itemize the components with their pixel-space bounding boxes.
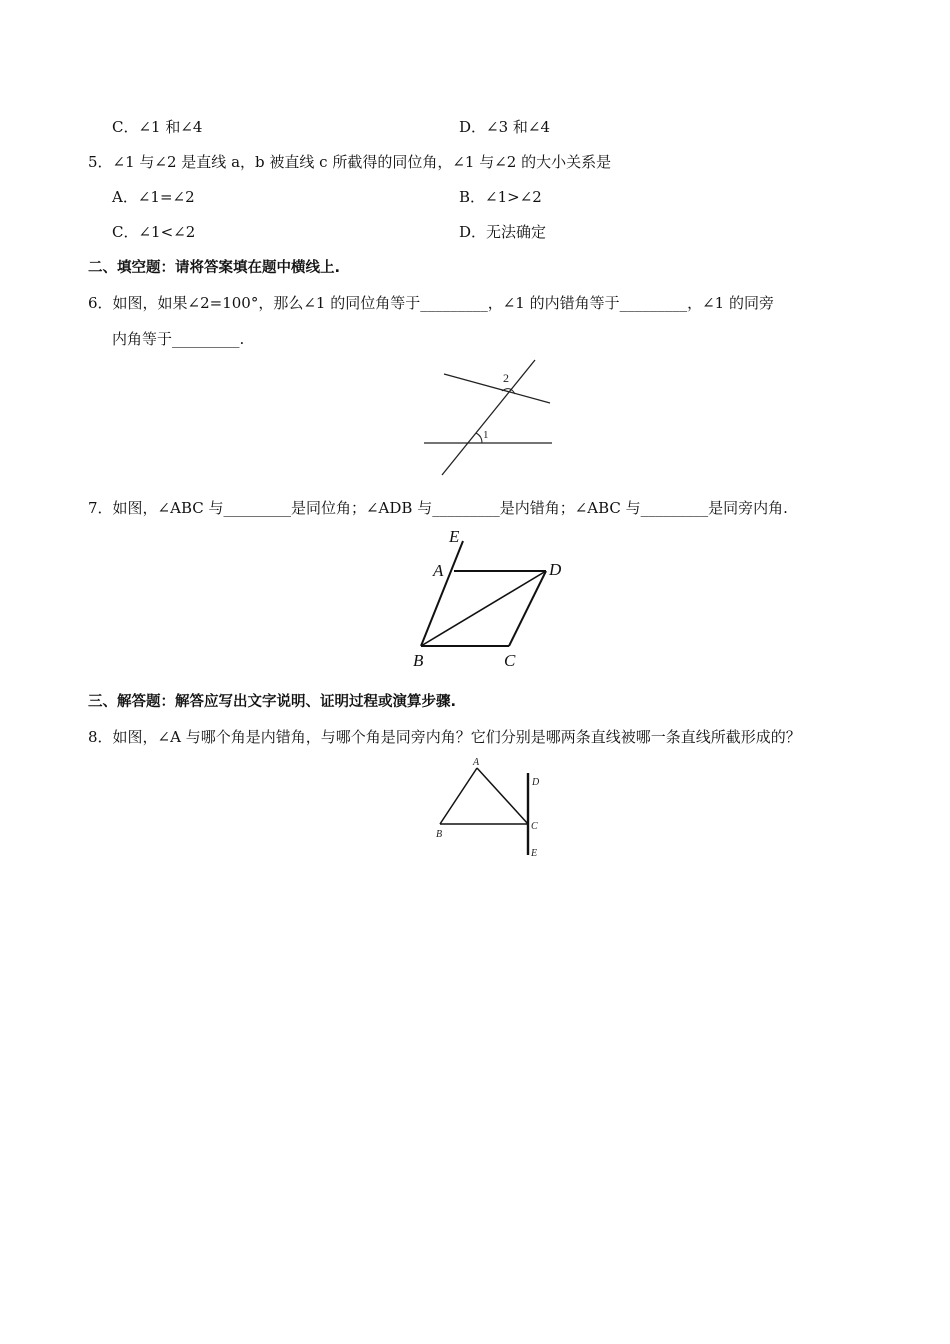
q5-stem: 5．∠1 与∠2 是直线 a，b 被直线 c 所截得的同位角，∠1 与∠2 的大小关系是 (88, 153, 612, 171)
q5-option-a: A．∠1=∠2 (112, 188, 195, 206)
q6-label-2: 2 (503, 371, 509, 385)
q5-option-c: C．∠1<∠2 (112, 223, 196, 241)
q7-label-c: C (504, 651, 516, 670)
q7-label-d: D (549, 560, 562, 579)
q8-line-1: 8．如图，∠A 与哪个角是内错角，与哪个角是同旁内角？它们分别是哪两条直线被哪一条直线所截形成的？ (88, 728, 801, 746)
q8-segment-ab (440, 768, 477, 824)
q6-label-1: 1 (483, 429, 489, 441)
q4-option-d: D．∠3 和∠4 (459, 118, 551, 136)
q7-segment-eb (421, 541, 463, 646)
q7-line-1: 7．如图，∠ABC 与_________是同位角；∠ADB 与_________是内错角；∠ABC 与_________是同旁内角. (88, 499, 788, 517)
q6-figure (420, 355, 560, 480)
q6-angle-1-arc (476, 433, 482, 443)
q6-line-upper (444, 374, 550, 403)
section-2-heading: 二、填空题：请将答案填在题中横线上. (88, 260, 341, 276)
q8-segment-ac (477, 768, 528, 824)
q8-label-b: B (436, 829, 443, 840)
q4-option-c: C．∠1 和∠4 (112, 118, 203, 136)
q8-label-d: D (532, 777, 540, 788)
q6-line-2: 内角等于_________. (112, 330, 245, 348)
q7-label-e: E (449, 527, 460, 546)
q5-option-d: D．无法确定 (459, 223, 547, 241)
q8-label-a: A (473, 757, 480, 768)
q7-label-a: A (433, 561, 444, 580)
section-3-heading: 三、解答题：解答应写出文字说明、证明过程或演算步骤. (88, 694, 457, 710)
q5-option-b: B．∠1>∠2 (459, 188, 542, 206)
q6-line-1: 6．如图，如果∠2=100°，那么∠1 的同位角等于_________，∠1 的内错角等于_________，∠1 的同旁 (88, 294, 774, 312)
q8-label-c: C (531, 821, 538, 832)
q8-figure (430, 755, 550, 860)
q7-label-b: B (413, 651, 424, 670)
q8-label-e: E (531, 848, 538, 859)
q7-figure (413, 525, 575, 675)
